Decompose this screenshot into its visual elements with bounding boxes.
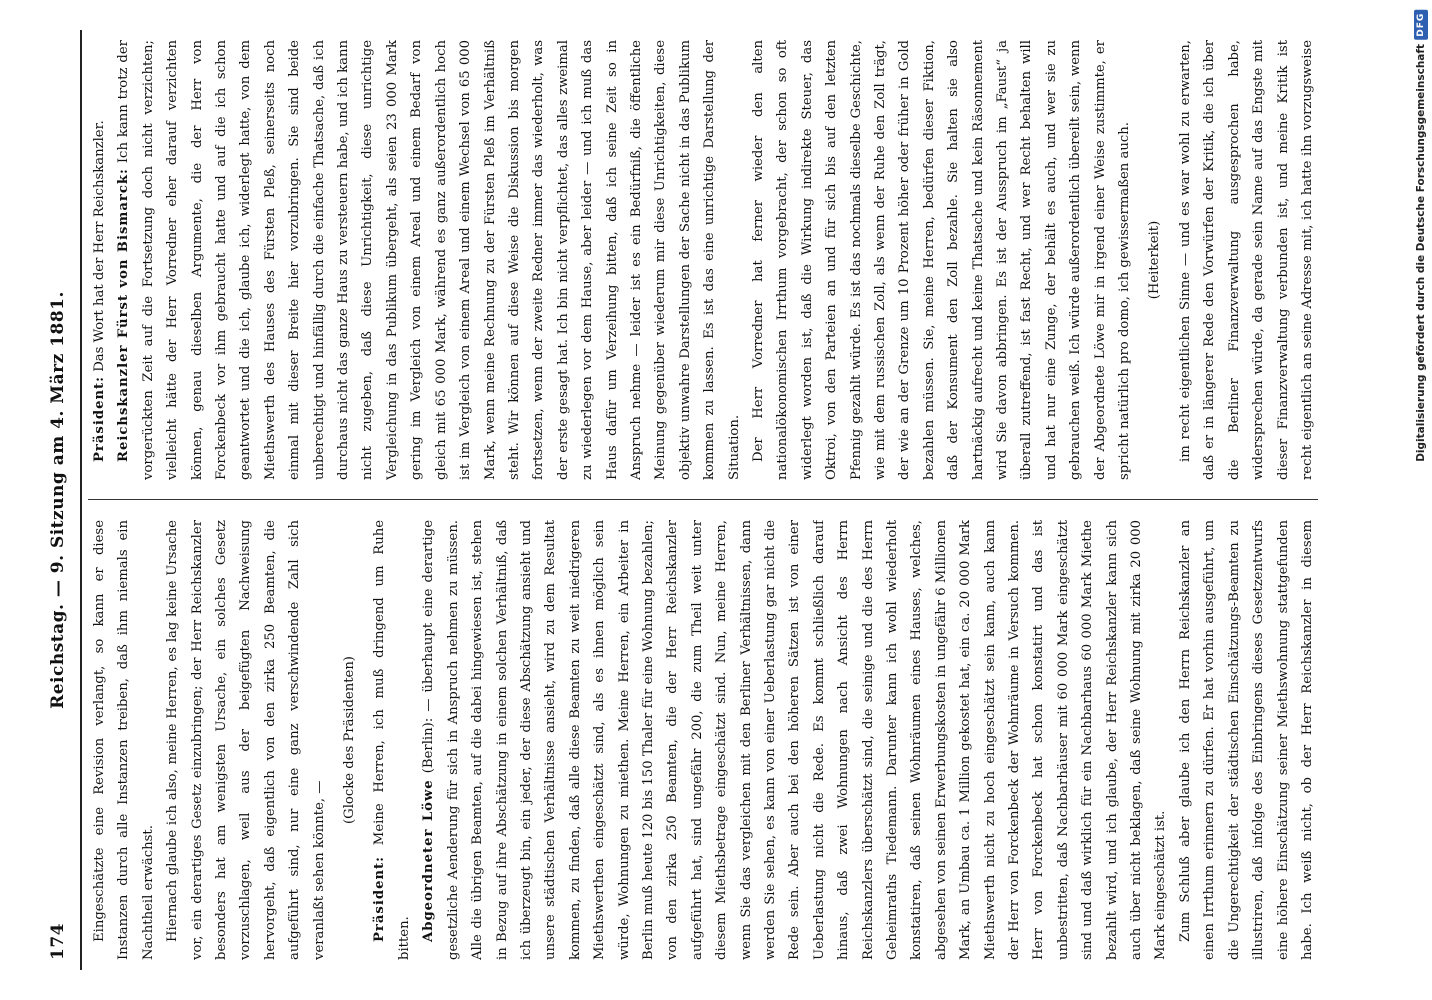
stage-direction xyxy=(338,520,362,960)
paragraph xyxy=(747,40,1138,480)
paragraph-text: Hiernach glaube ich also, meine Herren, es lag keine Ursache vor, ein derartiges Gesetz einzubringen; der Herr Reichskanzler besonders hat am wenigsten Ursache, ein solches Gesetz vorzuschlagen, weil aus der beigefügten Nachweisung hervorgeht, daß eigentlich von den zirka 250 Beamten, die aufgeführt sind, nur eine ganz verschwindende Zahl sich veranlaßt sehen könnte, — xyxy=(165,520,327,960)
paragraph-text: (Berlin): — überhaupt eine derartige gesetzliche Aenderung für sich in Anspruch nehmen zu müssen. Alle die übrigen Beamten, auf die dabei hingewiesen ist, stehen in Bezug auf ihre Abschätzung in einem solchen Verhältniß, daß ich überzeugt bin, ein jeder, der diese Abschätzung ansieht und unsere städtischen Verhältnisse ansieht, wird zu dem Resultat kommen, zu finden, daß alle diese Beamten zu weit niedrigeren Miethswerthen eingeschätzt sind, als es ihnen möglich sein würde, Wohnungen zu miethen. Meine Herren, ein Arbeiter in Berlin muß heute 120 bis 150 Thaler für eine Wohnung bezahlen; von den zirka 250 Beamten, die der Herr Reichskanzler aufgeführt hat, sind ungefähr 200, die zum Theil weit unter diesem Miethsbetrage eingeschätzt sind. Nun, meine Herren, wenn Sie das vergleichen mit den Berliner Verhältnissen, dann werden Sie sehen, es kann von einer Ueberlastung gar nicht die Rede sein. Aber auch bei den höheren Sätzen ist von einer Ueberlastung nicht die Rede. Es kommt schließlich darauf hinaus, daß zwei Wohnungen nach Ansicht des Herrn Reichskanzlers überschätzt sind, die seinige und die des Herrn Geheimraths Tiedemann. Darunter kann ich wohl wiederholt konstatiren, daß seinen Wohnräumen eines Hauses, welches, abgesehen von seinen Erwerbungskosten in ungefähr 6 Millionen Mark, an Umbau ca. 1 Million gekostet hat, ein ca. 20 000 Mark Miethswerth nicht zu hoch eingeschätzt sein kann, auch kann der Herr von Forckenbeck der Wohnräume in Versuch kommen. Herr von Forckenbeck hat schon konstatirt und das ist unbestritten, daß Nachbarhäuser mit 60 000 Mark eingeschätzt sind und daß wirklich für ein Nachbarhaus 60 000 Mark Miethe bezahlt wird, und ich glaube, der Herr Reichskanzler kann sich auch über nicht beklagen, daß seine Wohnung mit zirka 20 000 Mark eingeschätzt ist. xyxy=(421,520,1169,960)
paragraph xyxy=(88,40,112,480)
paragraph-text: Zum Schluß aber glaube ich den Herrn Reichskanzler an einen Irrthum erinnern zu dürfen. Er hat vorhin ausgeführt, um die Ungerechtigkeit der städtischen Einschätzungs-Beamten zu illustriren, daß infolge des Einbringens dieses Gesetzentwurfs eine höhere Einschätzung seiner Miethswohnung stattgefunden habe. Ich weiß nicht, ob der Herr Reichskanzler in diesem xyxy=(1177,520,1315,960)
paragraph-text: Ich kann trotz der vorgerückten Zeit auf die Fortsetzung doch nicht verzichten; vielleicht hätte der Herr Vorredner eher darauf verzichten können, genau dieselben Argumente, die der Herr von Forckenbeck vor ihm gebraucht hatte und auf die ich schon geantwortet und die ich, glaube ich, widerlegt hatte, von dem Miethswerth des Hauses des Fürsten Pleß, seinerseits noch einmal mit dieser Breite hier vorzubringen. Sie sind beide unberechtigt und hinfällig durch die einfache Thatsache, daß ich durchaus nicht das ganze Haus zu versteuern habe, und ich kann nicht zugeben, daß diese Unrichtigkeit, diese unrichtige Vergleichung in das Publikum übergeht, als seien 23 000 Mark gering im Vergleich von einem Areal und einem Bedarf von gleich mit 65 000 Mark, während es ganz außerordentlich hoch ist im Vergleich von einem Areal und einem Wechsel von 65 000 Mark, wenn meine Rechnung zu der Fürsten Pleß im Verhältniß steht. Wir können auf diese Weise die Diskussion bis morgen fortsetzen, wenn der zweite Redner immer das wiederholt, was der erste gesagt hat. Ich bin nicht verpflichtet, das alles zweimal zu wiederlegen vor dem Hause, aber leider — und ich muß das Haus dafür um Verzeihung bitten, daß ich seine Zeit so in Anspruch nehme — leider ist es ein Bedürfniß, die öffentliche Meinung gegenüber wiederum mir diese Unrichtigkeiten, diese objektiv unwahre Darstellungen der Sache nicht in das Publikum kommen zu lassen. Es ist das eine unrichtige Darstellung der Situation. xyxy=(116,40,742,480)
paragraph-text: im recht eigentlichen Sinne — und es war wohl zu erwarten, daß er in längerer Rede den Vorwürfen der Kritik, die ich über die Berliner Finanzverwaltung ausgesprochen habe, widersprechen würde, da gerade sein Name auf das Engste mit dieser Finanzverwaltung verbunden ist, und meine Kritik ist recht eigentlich an seine Adresse mit, ich hatte ihn vorzugsweise xyxy=(1177,40,1315,480)
page-title: Reichstag. — 9. Sitzung am 4. März 1881. xyxy=(48,291,68,709)
paragraph xyxy=(417,520,1174,960)
right-column xyxy=(88,40,1318,480)
speaker-name: Abgeordneter Löwe xyxy=(421,779,437,942)
digitization-credit xyxy=(1414,10,1428,462)
stage-direction xyxy=(1143,40,1167,480)
paragraph xyxy=(112,40,747,480)
header-rule xyxy=(80,30,82,970)
paragraph xyxy=(88,520,161,960)
paragraph xyxy=(1174,520,1318,960)
page-number: 174 xyxy=(48,923,68,960)
paragraph-text: Meine Herren, ich muß dringend um Ruhe bitten. xyxy=(372,520,412,960)
paragraph-text: (Heiterkeit) xyxy=(1147,220,1163,300)
paragraph xyxy=(368,520,417,960)
paragraph-text: Eingeschätzte eine Revision verlangt, so kann er diese Instanzen durch alle Instanzen treiben, daß ihm niemals ein Nachtheil erwächst. xyxy=(92,520,156,960)
paragraph-text: (Glocke des Präsidenten) xyxy=(342,656,358,824)
paragraph xyxy=(161,520,332,960)
dfg-logo: DFG xyxy=(1414,10,1428,40)
column-divider xyxy=(88,499,1318,500)
speaker-name: Präsident: xyxy=(92,375,107,462)
speaker-name: Reichskanzler Fürst von Bismarck: xyxy=(116,168,132,462)
left-column xyxy=(88,520,1318,960)
paragraph xyxy=(1174,40,1318,480)
digitization-credit-text: Digitalisierung gefördert durch die Deutsche Forschungsgemeinschaft xyxy=(1415,44,1427,462)
document-page xyxy=(26,0,1406,1000)
paragraph-text: Das Wort hat der Herr Reichskanzler. xyxy=(92,120,107,372)
speaker-name: Präsident: xyxy=(372,855,388,942)
page-header xyxy=(48,40,78,960)
paragraph-text: Der Herr Vorredner hat ferner wieder den alten nationalökonomischen Irrthum vorgebracht, der schon so oft widerlegt worden ist, daß die Wirkung indirekte Steuer, das Oktroi, von den Parteien an und für sich bis auf den letzten Pfennig gezahlt würde. Es ist das nochmals dieselbe Geschichte, wie mit dem russischen Zoll, als wenn der Ruhe den Zoll trägt, der wie an der Grenze um 10 Prozent höher oder früher in Gold bezahlen müssen. Sie, meine Herren, bedürfen dieser Fiktion, daß der Konsument den Zoll bezahle. Sie halten sie also hartnäckig aufrecht und keine Thatsache und kein Räsonnement wird Sie davon abbringen. Es ist der Ausspruch im „Faust“ ja überall zutreffend, ist fast Recht, und wer Recht behalten will und hat nur eine Zunge, der behält es auch, und wer sie zu gebrauchen weiß. Ich würde außerordentlich übereilt sein, wenn der Abgeordnete Löwe mir in irgend einer Weise zustimmte, er spricht natürlich pro domo, ich gewissermaßen auch. xyxy=(750,40,1133,480)
